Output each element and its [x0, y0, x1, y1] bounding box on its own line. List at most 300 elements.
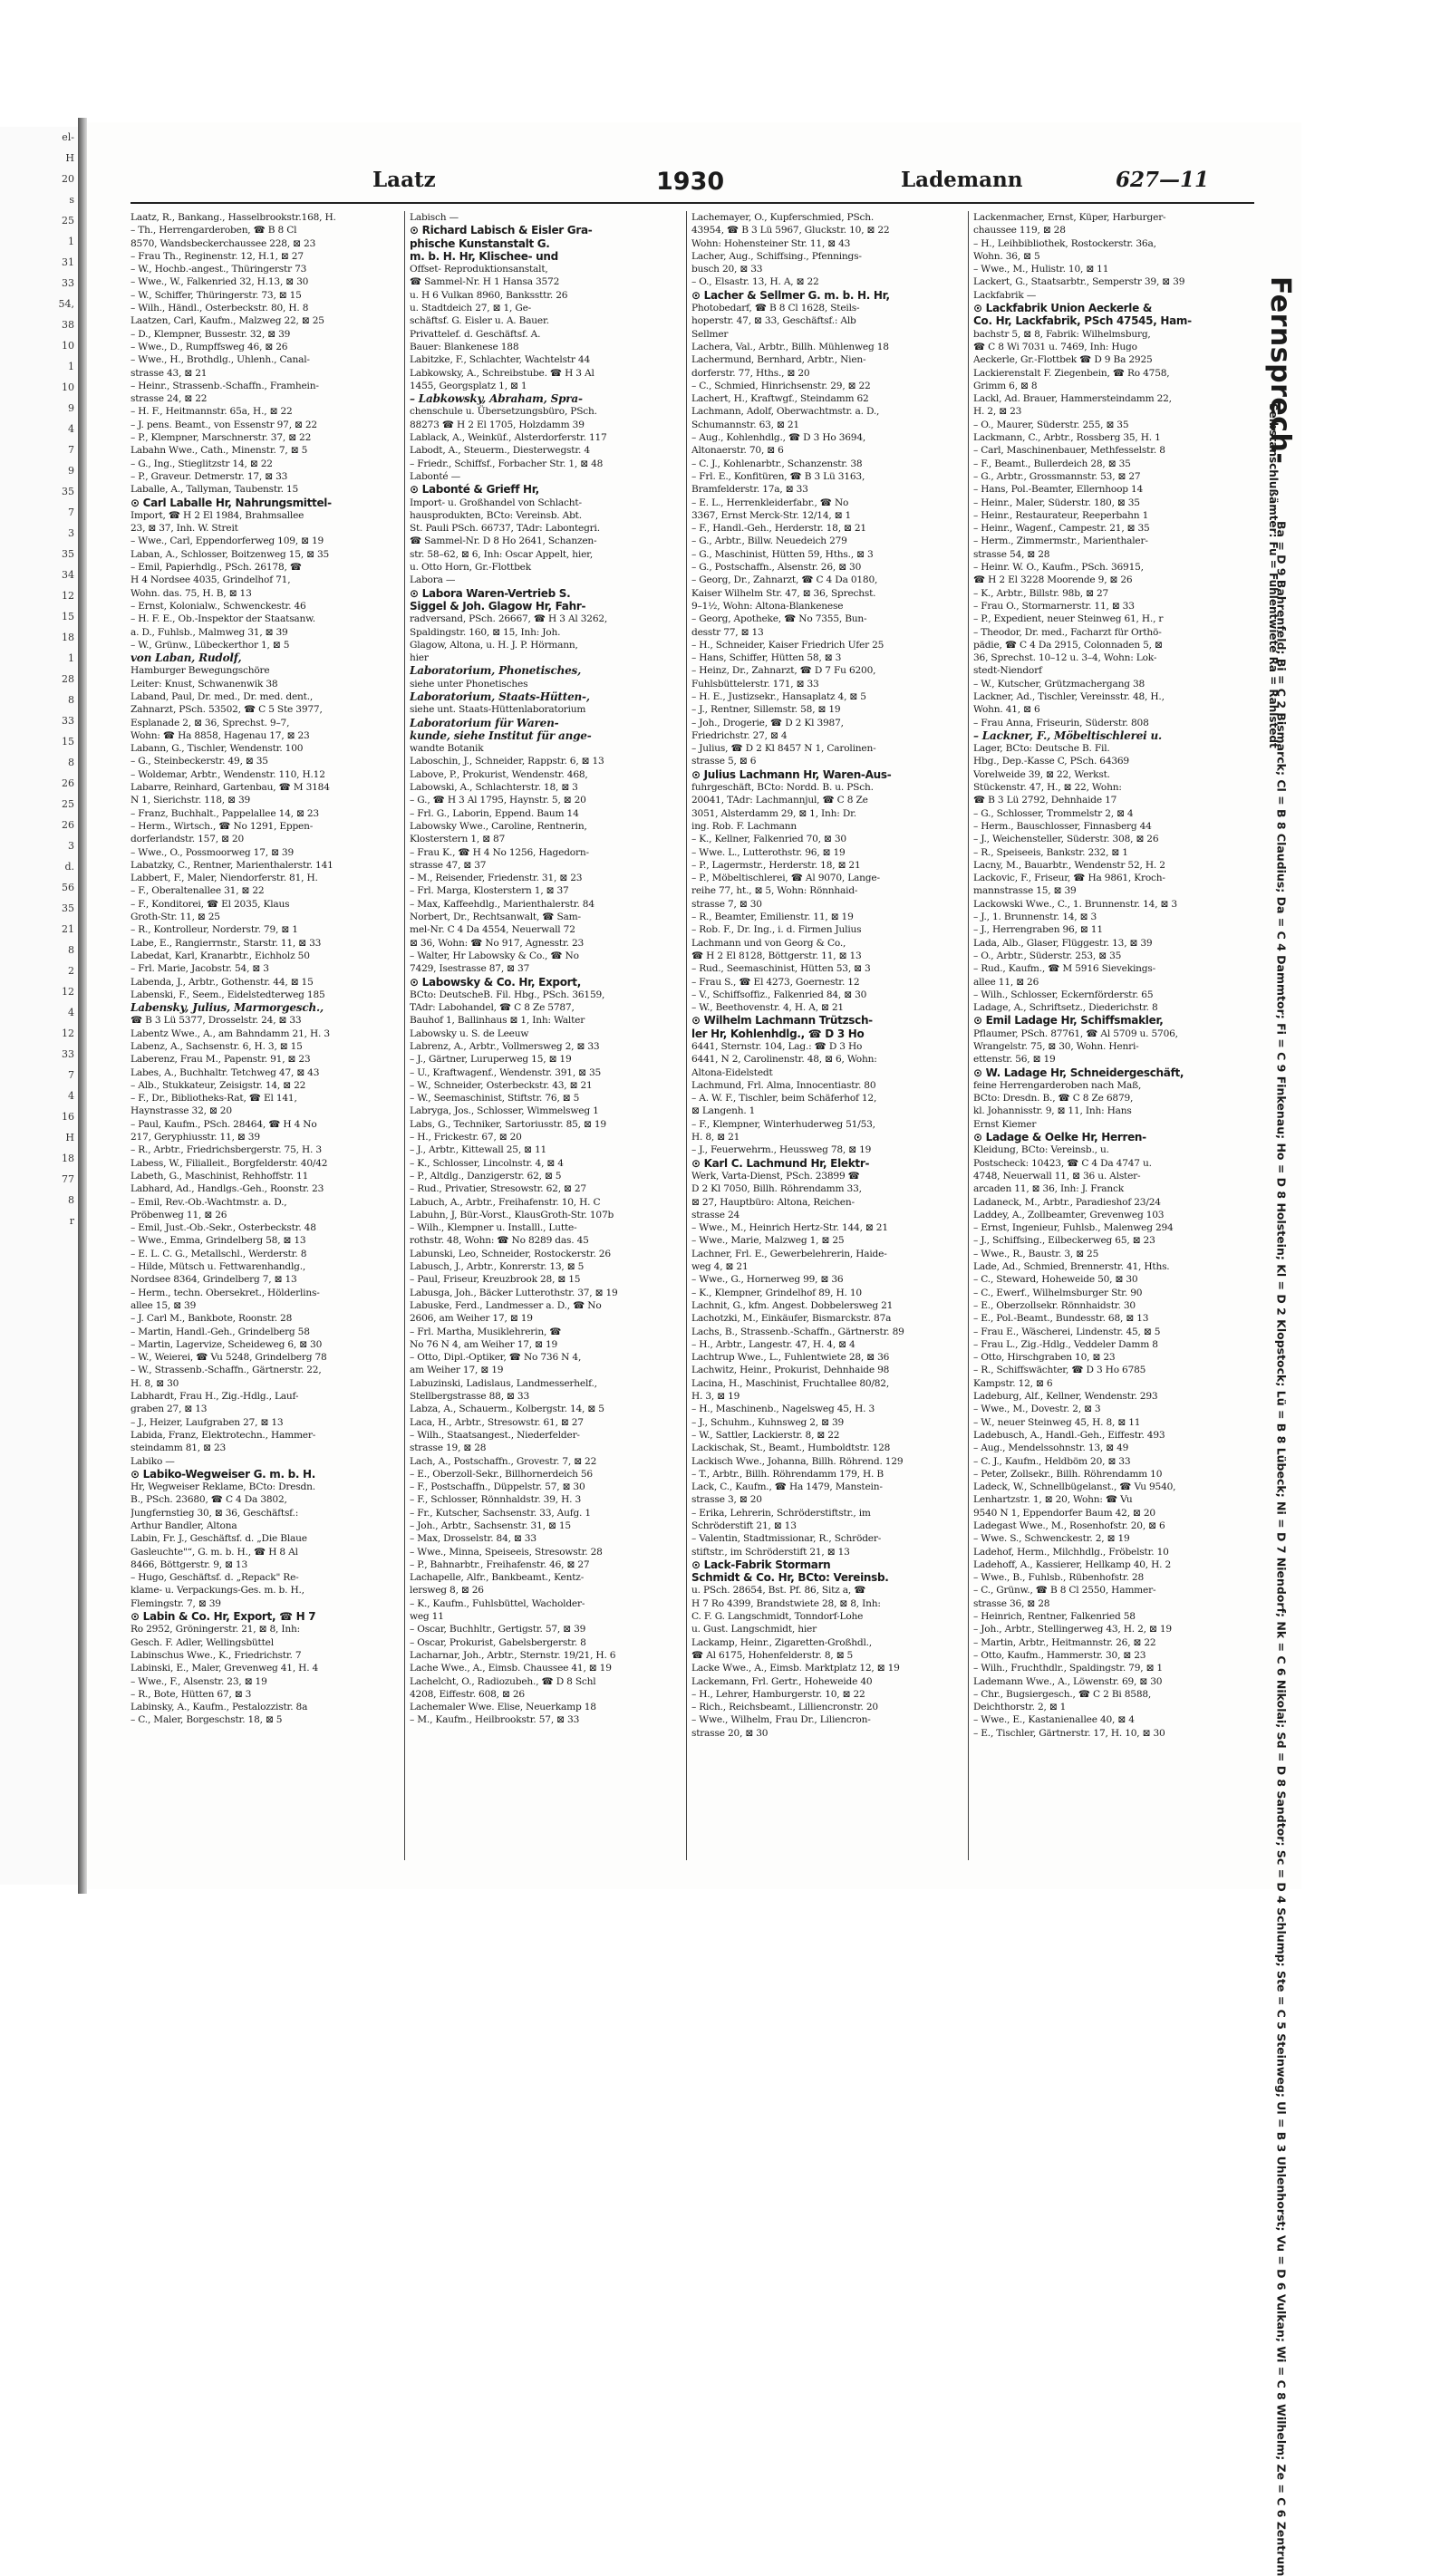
- directory-entry-line: bachstr 5, ⊠ 8, Fabrik: Wilhelmsburg,: [973, 328, 1151, 340]
- directory-entry-line: – Frau Anna, Friseurin, Süderstr. 808: [973, 717, 1149, 728]
- directory-entry-line: hier: [410, 652, 429, 664]
- directory-entry-line: – P., Graveur. Detmerstr. 17, ⊠ 33: [130, 470, 288, 482]
- directory-entry-line: BCto: DeutscheB. Fil. Hbg., PSch. 36159,: [410, 989, 605, 1000]
- directory-entry-line: von Laban, Rudolf,: [130, 651, 242, 665]
- previous-page-fragment: 4: [68, 1090, 74, 1102]
- directory-entry-line: ⊠ 27, Hauptbüro: Altona, Reichen-: [691, 1196, 855, 1208]
- directory-entry-line: Grimm 6, ⊠ 8: [973, 380, 1038, 391]
- directory-entry-line: – P., Altdlg., Danzigerstr. 62, ⊠ 5: [410, 1170, 562, 1182]
- directory-entry-line: – J., Rentner, Sillemstr. 58, ⊠ 19: [691, 704, 841, 716]
- directory-entry-line: Labisch —: [410, 212, 459, 223]
- directory-entry-line: 8570, Wandsbeckerchaussee 228, ⊠ 23: [130, 237, 316, 249]
- directory-entry-line: hausprodukten, BCto: Vereinsb. Abt.: [410, 509, 582, 521]
- directory-entry-line: dorferlandstr. 157, ⊠ 20: [130, 834, 244, 845]
- directory-entry-line: strasse 20, ⊠ 30: [691, 1727, 768, 1739]
- directory-entry-line: Nordsee 8364, Grindelberg 7, ⊠ 13: [130, 1274, 297, 1286]
- directory-entry-line: – Emil, Papierhdlg., PSch. 26178, ☎: [130, 562, 302, 574]
- directory-entry-line: – C., Maler, Borgeschstr. 18, ⊠ 5: [130, 1714, 283, 1726]
- directory-entry-line: – J., Schuhm., Kuhnsweg 2, ⊠ 39: [691, 1416, 845, 1428]
- directory-entry-line: 217, Geryphiusstr. 11, ⊠ 39: [130, 1132, 260, 1143]
- directory-entry-line: Wohn: ☎ Ha 8858, Hagenau 17, ⊠ 23: [130, 729, 310, 741]
- directory-entry-line: Ladehof, Herm., Milchhdlg., Fröbelstr. 10: [973, 1546, 1169, 1558]
- directory-entry-line: u. H 6 Vulkan 8960, Bankssttr. 26: [410, 289, 568, 301]
- directory-entry-line: – Wwe., D., Rumpffsweg 46, ⊠ 26: [130, 341, 288, 352]
- directory-entry-line: – Wwe., Wilhelm, Frau Dr., Liliencron-: [691, 1714, 871, 1726]
- column-divider: [404, 211, 405, 1860]
- directory-entry-line: m. b. H. Hr, Klischee- und: [410, 249, 558, 263]
- directory-entry-line: St. Pauli PSch. 66737, TAdr: Labontegri.: [410, 523, 600, 535]
- directory-entry-line: Labza, A., Schauerm., Kolbergstr. 14, ⊠ 5: [410, 1404, 604, 1415]
- directory-entry-line: fuhrgeschäft, BCto: Nordd. B. u. PSch.: [691, 782, 874, 794]
- directory-entry-line: Labowsky u. S. de Leeuw: [410, 1028, 529, 1039]
- directory-entry-line: Lachmann und von Georg & Co.,: [691, 937, 846, 949]
- directory-entry-line: – Valentin, Stadtmissionar, R., Schröder-: [691, 1533, 882, 1545]
- directory-entry-line: Labida, Franz, Elektrotechn., Hammer-: [130, 1429, 316, 1441]
- directory-entry-line: – J., 1. Brunnenstr. 14, ⊠ 3: [973, 912, 1097, 923]
- directory-entry-line: – W., Sattler, Lackierstr. 8, ⊠ 22: [691, 1429, 840, 1441]
- directory-entry-line: Ladehoff, A., Kassierer, Hellkamp 40, H. 2: [973, 1558, 1172, 1570]
- directory-entry-line: – Wilh., Händl., Osterbeckstr. 80, H. 8: [130, 303, 309, 314]
- directory-entry-line: – Hans, Schiffer, Hütten 58, ⊠ 3: [691, 652, 842, 664]
- directory-entry-line: – Wwe., R., Baustr. 3, ⊠ 25: [973, 1248, 1099, 1259]
- directory-entry-line: – J., Schiffsing., Eilbeckerweg 65, ⊠ 23: [973, 1235, 1155, 1247]
- directory-entry-line: H. 8, ⊠ 30: [130, 1377, 179, 1389]
- directory-entry-line: – H., Leihbibliothek, Rostockerstr. 36a,: [973, 237, 1156, 249]
- directory-entry-line: Labinschus Wwe., K., Friedrichstr. 7: [130, 1649, 302, 1661]
- directory-entry-line: – Martin, Handl.-Geh., Grindelberg 58: [130, 1326, 310, 1337]
- directory-entry-line: – Herm., Zimmermstr., Marienthaler-: [973, 535, 1148, 547]
- directory-entry-line: – Erika, Lehrerin, Schröderstiftstr., im: [691, 1507, 871, 1519]
- directory-entry-line: – Wwe., F., Alsenstr. 23, ⊠ 19: [130, 1675, 267, 1687]
- directory-entry-line: – W., Weierei, ☎ Vu 5248, Grindelberg 78: [130, 1352, 327, 1364]
- directory-entry-line: Labuske, Ferd., Landmesser a. D., ☎ No: [410, 1299, 602, 1311]
- directory-entry-line: – Paul, Kaufm., PSch. 28464, ☎ H 4 No: [130, 1118, 317, 1130]
- directory-entry-line: H. 2, ⊠ 23: [973, 406, 1022, 418]
- directory-entry-line: – Frl. G., Laborin, Eppend. Baum 14: [410, 807, 579, 819]
- directory-entry-line: Norbert, Dr., Rechtsanwalt, ☎ Sam-: [410, 912, 581, 923]
- directory-entry-line: allee 15, ⊠ 39: [130, 1299, 197, 1311]
- directory-entry-line: – Wilh., Staatsangest., Niederfelder-: [410, 1429, 580, 1441]
- directory-entry-line: Ladegast Wwe., M., Rosenhofstr. 20, ⊠ 6: [973, 1520, 1165, 1531]
- directory-entry-line: – C., Steward, Hoheweide 50, ⊠ 30: [973, 1274, 1138, 1286]
- directory-entry-line: ☎ C 8 Wi 7031 u. 7469, Inh: Hugo: [973, 341, 1137, 352]
- previous-page-fragment: 3: [68, 840, 74, 852]
- directory-entry-line: mannstrasse 15, ⊠ 39: [973, 885, 1077, 897]
- directory-entry-line: – H., Arbtr., Langestr. 47, H. 4, ⊠ 4: [691, 1338, 856, 1350]
- directory-entry-line: – Wilh., Fruchthdlr., Spaldingstr. 79, ⊠ 1: [973, 1663, 1163, 1674]
- directory-entry-line: Lacny, M., Bauarbtr., Wendenstr 52, H. 2: [973, 859, 1165, 871]
- directory-entry-line: 43954, ☎ B 3 Lü 5967, Gluckstr. 10, ⊠ 22: [691, 225, 890, 236]
- directory-entry-line: Lackamp, Heinr., Zigaretten-Großhdl.,: [691, 1636, 872, 1648]
- directory-entry-line: 23, ⊠ 37, Inh. W. Streit: [130, 523, 238, 535]
- header-left-keyword: Laatz: [372, 168, 436, 192]
- directory-entry-line: radversand, PSch. 26667, ☎ H 3 Al 3262,: [410, 613, 608, 625]
- directory-column-4: [973, 211, 1243, 1869]
- directory-entry-line: siehe unter Phonetisches: [410, 678, 528, 690]
- directory-entry-line: – O., Elsastr. 13, H. A, ⊠ 22: [691, 276, 819, 288]
- directory-entry-line: Lach, A., Postschaffn., Grovestr. 7, ⊠ 22: [410, 1455, 597, 1467]
- directory-entry-line: – Oscar, Prokurist, Gabelsbergerstr. 8: [410, 1636, 586, 1648]
- directory-entry-line: wandte Botanik: [410, 743, 484, 755]
- directory-entry-line: Vorelweide 39, ⊠ 22, Werkst.: [973, 768, 1110, 780]
- directory-entry-line: Labove, P., Prokurist, Wendenstr. 468,: [410, 768, 588, 780]
- directory-entry-line: ⊙ Ladage & Oelke Hr, Herren-: [973, 1131, 1146, 1144]
- directory-entry-line: dorferstr. 77, Hths., ⊠ 20: [691, 367, 810, 379]
- directory-entry-line: – Heinr. W. O., Kaufm., PSch. 36915,: [973, 562, 1144, 574]
- directory-entry-line: – Ernst, Ingenieur, Fuhlsb., Malenweg 294: [973, 1222, 1174, 1234]
- directory-entry-line: Laboratorium für Waren-: [410, 716, 559, 729]
- directory-entry-line: 1455, Georgsplatz 1, ⊠ 1: [410, 380, 527, 391]
- previous-page-fragment: 10: [62, 340, 74, 352]
- previous-page-fragment: 21: [62, 923, 74, 935]
- directory-entry-line: – Heinr., Restaurateur, Reeperbahn 1: [973, 509, 1149, 521]
- directory-entry-line: – Rob. F., Dr. Ing., i. d. Firmen Julius: [691, 924, 862, 936]
- previous-page-fragment: 4: [68, 423, 74, 435]
- directory-entry-line: – K., Schlosser, Lincolnstr. 4, ⊠ 4: [410, 1157, 564, 1169]
- directory-entry-line: Labenz, A., Sachsenstr. 6, H. 3, ⊠ 15: [130, 1041, 303, 1052]
- directory-entry-line: – Herm., Wirtsch., ☎ No 1291, Eppen-: [130, 820, 314, 832]
- previous-page-fragment: 1: [68, 361, 74, 372]
- directory-entry-line: Labodt, A., Steuerm., Diesterwegstr. 4: [410, 445, 590, 457]
- directory-entry-line: – W., Strassenb.-Schaffn., Gärtnerstr. 22,: [130, 1365, 322, 1376]
- directory-entry-line: Lachemaler Wwe. Elise, Neuerkamp 18: [410, 1702, 596, 1713]
- directory-entry-line: Arthur Bandler, Altona: [130, 1520, 237, 1531]
- directory-entry-line: 8466, Böttgerstr. 9, ⊠ 13: [130, 1558, 248, 1570]
- directory-entry-line: – W., Grünw., Lübeckerthor 1, ⊠ 5: [130, 639, 290, 651]
- directory-entry-line: ⊙ W. Ladage Hr, Schneidergeschäft,: [973, 1066, 1184, 1079]
- directory-entry-line: 4208, Eiffestr. 608, ⊠ 26: [410, 1688, 525, 1700]
- directory-entry-line: Labann, G., Tischler, Wendenstr. 100: [130, 743, 304, 755]
- previous-page-fragment: 15: [62, 736, 74, 748]
- directory-entry-line: ☎ Al 6175, Hohenfelderstr. 8, ⊠ 5: [691, 1649, 854, 1661]
- directory-entry-line: – J., Herrengraben 96, ⊠ 11: [973, 924, 1103, 936]
- directory-entry-line: – J., Weichensteller, Süderstr. 308, ⊠ 26: [973, 834, 1159, 845]
- previous-page-fragment: 8: [68, 694, 74, 706]
- directory-entry-line: – Paul, Friseur, Kreuzbrook 28, ⊠ 15: [410, 1274, 581, 1286]
- directory-entry-line: Labs, G., Techniker, Sartoriusstr. 85, ⊠ 19: [410, 1118, 606, 1130]
- directory-entry-line: Lachotzki, M., Einkäufer, Bismarckstr. 87a: [691, 1313, 892, 1325]
- directory-entry-line: Deichthorstr. 2, ⊠ 1: [973, 1702, 1067, 1713]
- directory-entry-line: – Frl. E., Konfitüren, ☎ B 3 Lü 3163,: [691, 470, 865, 482]
- directory-entry-line: ⊙ Carl Laballe Hr, Nahrungsmittel-: [130, 496, 332, 509]
- directory-entry-line: Offset- Reproduktionsanstalt,: [410, 264, 548, 275]
- directory-entry-line: Hamburger Bewegungschöre: [130, 665, 270, 677]
- directory-entry-line: Labinski, E., Maler, Grevenweg 41, H. 4: [130, 1663, 319, 1674]
- directory-entry-line: – Georg, Dr., Zahnarzt, ☎ C 4 Da 0180,: [691, 574, 878, 586]
- directory-entry-line: Lackl, Ad. Brauer, Hammersteindamm 22,: [973, 393, 1172, 405]
- directory-entry-line: desstr 77, ⊠ 13: [691, 626, 764, 638]
- directory-entry-line: – W., neuer Steinweg 45, H. 8, ⊠ 11: [973, 1416, 1141, 1428]
- previous-page-fragment: 16: [62, 1111, 74, 1123]
- directory-entry-line: Haynstrasse 32, ⊠ 20: [130, 1105, 232, 1117]
- directory-entry-line: Labitzke, F., Schlachter, Wachtelstr 44: [410, 354, 590, 366]
- previous-page-fragment: 9: [68, 465, 74, 477]
- directory-entry-line: – U., Kraftwagenf., Wendenstr. 391, ⊠ 35: [410, 1066, 602, 1078]
- directory-entry-line: Aeckerle, Gr.-Flottbek ☎ D 9 Ba 2925: [973, 354, 1153, 366]
- directory-entry-line: – Walter, Hr Labowsky & Co., ☎ No: [410, 950, 579, 961]
- directory-entry-line: – Aug., Mendelssohnstr. 13, ⊠ 49: [973, 1442, 1129, 1454]
- directory-entry-line: 20041, TAdr: Lachmannjul, ☎ C 8 Ze: [691, 795, 868, 806]
- directory-entry-line: – Otto, Dipl.-Optiker, ☎ No 736 N 4,: [410, 1352, 582, 1364]
- directory-entry-line: – F., Konditorei, ☎ El 2035, Klaus: [130, 898, 290, 910]
- directory-entry-line: Labes, A., Buchhaltr. Tetchweg 47, ⊠ 43: [130, 1066, 320, 1078]
- directory-entry-line: feine Herrengarderoben nach Maß,: [973, 1079, 1142, 1091]
- directory-entry-line: ⊙ Labin & Co. Hr, Export, ☎ H 7: [130, 1610, 316, 1624]
- directory-entry-line: Groth-Str. 11, ⊠ 25: [130, 912, 220, 923]
- directory-entry-line: – W., Hochb.-angest., Thüringerstr 73: [130, 264, 307, 275]
- directory-entry-line: – G., Maschinist, Hütten 59, Hths., ⊠ 3: [691, 548, 874, 560]
- directory-entry-line: 9–1½, Wohn: Altona-Blankenese: [691, 600, 844, 612]
- directory-entry-line: H. 8, ⊠ 21: [691, 1132, 740, 1143]
- directory-entry-line: – P., Klempner, Marschnerstr. 37, ⊠ 22: [130, 432, 312, 444]
- directory-entry-line: strasse 5, ⊠ 6: [691, 756, 757, 767]
- directory-entry-line: Lachnit, G., kfm. Angest. Dobbelersweg 21: [691, 1299, 894, 1311]
- directory-entry-line: 6441, Sternstr. 104, Lag.: ☎ D 3 Ho: [691, 1041, 863, 1052]
- directory-entry-line: Fuhlsbüttelerstr. 171, ⊠ 33: [691, 678, 819, 690]
- directory-entry-line: – D., Klempner, Bussestr. 32, ⊠ 39: [130, 328, 291, 340]
- directory-entry-line: weg 11: [410, 1611, 444, 1623]
- directory-entry-line: – A. W. F., Tischler, beim Schäferhof 12,: [691, 1093, 877, 1105]
- directory-entry-line: – Heinr., Maler, Süderstr. 180, ⊠ 35: [973, 497, 1140, 508]
- directory-entry-line: 2606, am Weiher 17, ⊠ 19: [410, 1313, 533, 1325]
- directory-entry-line: – R., Arbtr., Friedrichsbergerstr. 75, H. 3: [130, 1144, 322, 1156]
- directory-entry-line: – F., Schlosser, Rönnhaldstr. 39, H. 3: [410, 1494, 581, 1506]
- directory-entry-line: – P., Expedient, neuer Steinweg 61, H., r: [973, 613, 1164, 625]
- directory-entry-line: Laband, Paul, Dr. med., Dr. med. dent.,: [130, 690, 314, 702]
- directory-entry-line: Lachmund, Frl. Alma, Innocentiastr. 80: [691, 1079, 876, 1091]
- directory-entry-line: – Alb., Stukkateur, Zeisigstr. 14, ⊠ 22: [130, 1079, 306, 1091]
- directory-entry-line: – R., Beamter, Emilienstr. 11, ⊠ 19: [691, 912, 854, 923]
- directory-entry-line: – Heinz, Dr., Zahnarzt, ☎ D 7 Fu 6200,: [691, 665, 876, 677]
- directory-entry-line: – Wwe., M., Hulistr. 10, ⊠ 11: [973, 264, 1109, 275]
- directory-entry-line: – O., Arbtr., Süderstr. 253, ⊠ 35: [973, 950, 1122, 961]
- directory-entry-line: Labe, E., Rangierrnstr., Starstr. 11, ⊠ 33: [130, 937, 322, 949]
- directory-entry-line: – J. pens. Beamt., von Essenstr 97, ⊠ 22: [130, 419, 317, 430]
- directory-entry-line: – Frl. Martha, Musiklehrerin, ☎: [410, 1326, 562, 1337]
- directory-entry-line: u. Otto Horn, Gr.-Flottbek: [410, 562, 531, 574]
- directory-entry-line: Wohn: Hohensteiner Str. 11, ⊠ 43: [691, 237, 851, 249]
- directory-entry-line: – Wwe., E., Kastanienallee 40, ⊠ 4: [973, 1714, 1135, 1726]
- directory-entry-line: – C. J., Kohlenarbtr., Schanzenstr. 38: [691, 458, 863, 469]
- directory-entry-line: – C., Schmied, Hinrichsenstr. 29, ⊠ 22: [691, 380, 871, 391]
- previous-page-fragment: 3: [68, 527, 74, 539]
- directory-entry-line: – W., Schneider, Osterbeckstr. 43, ⊠ 21: [410, 1079, 593, 1091]
- directory-entry-line: Bauhof 1, Ballinhaus ⊠ 1, Inh: Walter: [410, 1015, 585, 1027]
- previous-page-fragment: 35: [62, 902, 74, 914]
- directory-entry-line: – Otto, Kaufm., Hammerstr. 30, ⊠ 23: [973, 1649, 1146, 1661]
- directory-entry-line: ⊙ Wilhelm Lachmann Trützsch-: [691, 1014, 873, 1028]
- directory-entry-line: Lachera, Val., Arbtr., Billh. Mühlenweg 18: [691, 341, 889, 352]
- previous-page-fragment: r: [69, 1215, 74, 1227]
- header-right-keyword: Lademann: [901, 168, 1023, 192]
- directory-entry-line: Labbert, F., Maler, Niendorferstr. 81, H.: [130, 873, 318, 884]
- directory-entry-line: – Heinrich, Rentner, Falkenried 58: [973, 1611, 1136, 1623]
- directory-entry-line: – R., Kontrolleur, Norderstr. 79, ⊠ 1: [130, 924, 298, 936]
- directory-entry-line: strasse 43, ⊠ 21: [130, 367, 208, 379]
- directory-entry-line: Lachs, B., Strassenb.-Schaffn., Gärtnerstr. 89: [691, 1326, 904, 1337]
- directory-entry-line: Lachner, Frl. E., Gewerbelehrerin, Haide-: [691, 1248, 887, 1259]
- directory-entry-line: – Frau S., ☎ El 4273, Goernestr. 12: [691, 976, 860, 988]
- directory-entry-line: Gasleuchte"“, G. m. b. H., ☎ H 8 Al: [130, 1546, 298, 1558]
- directory-entry-line: H. 3, ⊠ 19: [691, 1391, 740, 1403]
- directory-entry-line: Labatzky, C., Rentner, Marienthalerstr. 141: [130, 859, 334, 871]
- directory-entry-line: Labinsky, A., Kaufm., Pestalozzistr. 8a: [130, 1702, 308, 1713]
- directory-entry-line: – K., Kaufm., Fuhlsbüttel, Wacholder-: [410, 1597, 585, 1609]
- directory-entry-line: Co. Hr, Lackfabrik, PSch 47545, Ham-: [973, 314, 1192, 328]
- directory-entry-line: – E. L. C. G., Metallschl., Werderstr. 8: [130, 1248, 307, 1259]
- directory-entry-line: Altona-Eidelstedt: [691, 1066, 773, 1078]
- directory-entry-line: strasse 3, ⊠ 20: [691, 1494, 762, 1506]
- directory-entry-line: lersweg 8, ⊠ 26: [410, 1585, 484, 1597]
- directory-entry-line: Kaiser Wilhelm Str. 47, ⊠ 36, Sprechst.: [691, 587, 876, 599]
- previous-page-fragment: 7: [68, 1069, 74, 1081]
- directory-entry-line: Lache Wwe., A., Eimsb. Chaussee 41, ⊠ 19: [410, 1663, 612, 1674]
- directory-entry-line: 3367, Ernst Merck-Str. 12/14, ⊠ 1: [691, 509, 852, 521]
- directory-entry-line: Lacharnar, Joh., Arbtr., Sternstr. 19/21, H. 6: [410, 1649, 616, 1661]
- directory-entry-line: – P., Bahnarbtr., Freihafenstr. 46, ⊠ 27: [410, 1558, 590, 1570]
- directory-entry-line: – Rud., Privatier, Stresowstr. 62, ⊠ 27: [410, 1183, 586, 1195]
- directory-entry-line: – Frau L., Zig.-Hdlg., Veddeler Damm 8: [973, 1338, 1158, 1350]
- directory-entry-line: Labentz Wwe., A., am Bahndamm 21, H. 3: [130, 1028, 330, 1039]
- directory-entry-line: Lachermund, Bernhard, Arbtr., Nien-: [691, 354, 866, 366]
- legend-exchange-list: Ba = D 9 Bahrenfeld; Bi = C 2 Bismarck; Cl = B 8 Claudius; Da = C 4 Dammtor; Fi = C 9 Finkenau; Ho = D 8 Holstein; Kl = D 2 Klopstock; Lü = B 8 Lübeck; Ni = D 7 Niendorf; Nk = C 6 Nikolai; Sd = D 8 Sandtor; Sc = D 4 Schlump; Ste = C 5 Steinweg; Ul = B 3 Uhlenhorst; Vu = D 6 Vulkan; Wi = C 8 Wilhelm; Ze = C 6 Zentrum: [1274, 521, 1289, 2576]
- header-page-number: 627—11: [1116, 168, 1210, 192]
- directory-entry-line: Esplanade 2, ⊠ 36, Sprechst. 9–7,: [130, 717, 290, 728]
- previous-page-fragment: 34: [62, 569, 74, 581]
- directory-entry-line: Zahnarzt, PSch. 53502, ☎ C 5 Ste 3977,: [130, 704, 323, 716]
- directory-entry-line: – F., Handl.-Geh., Herderstr. 18, ⊠ 21: [691, 523, 866, 535]
- directory-entry-line: – Wwe., W., Falkenried 32, H.13, ⊠ 30: [130, 276, 309, 288]
- directory-entry-line: Ro 2952, Gröningerstr. 21, ⊠ 8, Inh:: [130, 1624, 300, 1635]
- directory-entry-line: Labenda, J., Arbtr., Gothenstr. 44, ⊠ 15: [130, 976, 314, 988]
- directory-entry-line: H 4 Nordsee 4035, Grindelhof 71,: [130, 574, 291, 586]
- directory-entry-line: – Wwe., Carl, Eppendorferweg 109, ⊠ 19: [130, 535, 324, 547]
- directory-entry-line: Bauer: Blankenese 188: [410, 341, 519, 352]
- directory-entry-line: Lacina, H., Maschinist, Fruchtallee 80/82,: [691, 1377, 890, 1389]
- previous-page-fragment: 9: [68, 402, 74, 414]
- directory-entry-line: – Th., Herrengarderoben, ☎ B 8 Cl: [130, 225, 297, 236]
- directory-entry-line: – G., Arbtr., Billw. Neuedeich 279: [691, 535, 847, 547]
- previous-page-fragment: 18: [62, 1153, 74, 1164]
- directory-entry-line: – F., Oberaltenallee 31, ⊠ 22: [130, 885, 265, 897]
- directory-entry-line: – W., Kutscher, Grützmachergang 38: [973, 678, 1146, 690]
- directory-entry-line: – Frau E., Wäscherei, Lindenstr. 45, ⊠ 5: [973, 1326, 1161, 1337]
- directory-entry-line: – Rud., Kaufm., ☎ M 5916 Sievekings-: [973, 963, 1155, 975]
- directory-entry-line: 36, Sprechst. 10–12 u. 3–4, Wohn: Lok-: [973, 652, 1157, 664]
- directory-entry-line: Ernst Kiemer: [973, 1118, 1037, 1130]
- directory-entry-line: Schröderstift 21, ⊠ 13: [691, 1520, 797, 1531]
- directory-entry-line: ⊙ Julius Lachmann Hr, Waren-Aus-: [691, 767, 892, 781]
- directory-entry-line: ⊙ Labowsky & Co. Hr, Export,: [410, 975, 581, 989]
- directory-entry-line: reihe 77, ht., ⊠ 5, Wohn: Rönnhaid-: [691, 885, 858, 897]
- header-rule: [130, 202, 1254, 204]
- directory-entry-line: – Otto, Hirschgraben 10, ⊠ 23: [973, 1352, 1116, 1364]
- directory-entry-line: No 76 N 4, am Weiher 17, ⊠ 19: [410, 1338, 558, 1350]
- directory-entry-line: Labora —: [410, 574, 456, 586]
- directory-entry-line: Ladeburg, Alf., Kellner, Wendenstr. 293: [973, 1391, 1158, 1403]
- directory-entry-line: – Oscar, Buchhltr., Gertigstr. 57, ⊠ 39: [410, 1624, 586, 1635]
- directory-entry-line: – Wwe., Emma, Grindelberg 58, ⊠ 13: [130, 1235, 306, 1247]
- directory-entry-line: Lackert, G., Staatsarbtr., Semperstr 39, ⊠ 39: [973, 276, 1185, 288]
- directory-entry-line: – T., Arbtr., Billh. Röhrendamm 179, H. B: [691, 1468, 884, 1480]
- directory-entry-line: pädie, ☎ C 4 Da 2915, Colonnaden 5, ⊠: [973, 639, 1163, 651]
- directory-entry-line: Hbg., Dep.-Kasse C, PSch. 64369: [973, 756, 1129, 767]
- directory-entry-line: Import, ☎ H 2 El 1984, Brahmsallee: [130, 509, 304, 521]
- directory-entry-line: Labrenz, A., Arbtr., Vollmersweg 2, ⊠ 33: [410, 1041, 600, 1052]
- directory-entry-line: C. F. G. Langschmidt, Tonndorf-Lohe: [691, 1611, 864, 1623]
- directory-entry-line: Bramfelderstr. 17a, ⊠ 33: [691, 484, 808, 496]
- directory-entry-line: – R., Bote, Hütten 67, ⊠ 3: [130, 1688, 252, 1700]
- directory-entry-line: – H., Lehrer, Hamburgerstr. 10, ⊠ 22: [691, 1688, 865, 1700]
- directory-entry-line: – Wwe. S., Schwenckestr. 2, ⊠ 19: [973, 1533, 1130, 1545]
- directory-entry-line: – Martin, Arbtr., Heitmannstr. 26, ⊠ 22: [973, 1636, 1156, 1648]
- directory-entry-line: u. PSch. 28654, Bst. Pf. 86, Sitz a, ☎: [691, 1585, 866, 1597]
- directory-entry-line: – Georg, Apotheke, ☎ No 7355, Bun-: [691, 613, 867, 625]
- directory-entry-line: mel-Nr. C 4 Da 4554, Neuerwall 72: [410, 924, 575, 936]
- directory-entry-line: ing. Rob. F. Lachmann: [691, 820, 797, 832]
- directory-entry-line: Stellbergstrasse 88, ⊠ 33: [410, 1391, 529, 1403]
- directory-entry-line: Labin, Fr. J., Geschäftsf. d. „Die Blaue: [130, 1533, 307, 1545]
- directory-entry-line: Lackmann, C., Arbtr., Rossberg 35, H. 1: [973, 432, 1161, 444]
- directory-entry-line: Hr, Wegweiser Reklame, BCto: Dresdn.: [130, 1481, 315, 1493]
- previous-page-fragment: 33: [62, 715, 74, 727]
- directory-entry-line: – H. F. E., Ob.-Inspektor der Staatsanw.: [130, 613, 315, 625]
- directory-entry-line: – M., Reisender, Friedenstr. 31, ⊠ 23: [410, 873, 583, 884]
- directory-entry-line: – Wwe., M., Heinrich Hertz-Str. 144, ⊠ 21: [691, 1222, 888, 1234]
- previous-page-fragment: 12: [62, 590, 74, 602]
- directory-entry-line: Friedrichstr. 27, ⊠ 4: [691, 729, 788, 741]
- directory-entry-line: Labonté —: [410, 470, 461, 482]
- directory-entry-line: Kampstr. 12, ⊠ 6: [973, 1377, 1053, 1389]
- directory-entry-line: Lachwitz, Heinr., Prokurist, Dehnhaide 98: [691, 1365, 890, 1376]
- directory-entry-line: – Wwe., O., Possmoorweg 17, ⊠ 39: [130, 846, 294, 858]
- previous-page-fragment: 15: [62, 611, 74, 622]
- directory-entry-line: Laddey, A., Zollbeamter, Grevenweg 103: [973, 1209, 1165, 1220]
- directory-entry-line: stiftstr., im Schröderstift 21, ⊠ 13: [691, 1546, 850, 1558]
- directory-entry-line: Lenhartzstr. 1, ⊠ 20, Wohn: ☎ Vu: [973, 1494, 1133, 1506]
- directory-entry-line: Pröbenweg 11, ⊠ 26: [130, 1209, 227, 1220]
- directory-entry-line: allee 11, ⊠ 26: [973, 976, 1039, 988]
- directory-entry-line: – P., Lagermstr., Herderstr. 18, ⊠ 21: [691, 859, 861, 871]
- directory-entry-line: Photobedarf, ☎ B 8 Cl 1628, Steils-: [691, 303, 860, 314]
- directory-entry-line: str. 58–62, ⊠ 6, Inh: Oscar Appelt, hier,: [410, 548, 594, 560]
- directory-entry-line: – Fr., Kutscher, Sachsenstr. 33, Aufg. 1: [410, 1507, 591, 1519]
- directory-entry-line: – G., Ing., Stieglitzstr 14, ⊠ 22: [130, 458, 273, 469]
- directory-entry-line: Labusga, Joh., Bäcker Lutterothstr. 37, ⊠ 19: [410, 1287, 618, 1298]
- directory-entry-line: Wohn. 36, ⊠ 5: [973, 250, 1040, 262]
- directory-entry-line: – J., Heizer, Laufgraben 27, ⊠ 13: [130, 1416, 284, 1428]
- previous-page-fragment: H: [65, 152, 74, 164]
- directory-entry-line: – Joh., Drogerie, ☎ D 2 Kl 3987,: [691, 717, 844, 728]
- directory-entry-line: – Max, Kaffeehdlg., Marienthalerstr. 84: [410, 898, 594, 910]
- directory-entry-line: graben 27, ⊠ 13: [130, 1404, 208, 1415]
- directory-entry-line: – Heinr., Strassenb.-Schaffn., Framhein-: [130, 380, 319, 391]
- directory-entry-line: Labowski, A., Schlachterstr. 18, ⊠ 3: [410, 782, 578, 794]
- directory-entry-line: Lademann Wwe., A., Löwenstr. 69, ⊠ 30: [973, 1675, 1163, 1687]
- directory-entry-line: strasse 7, ⊠ 30: [691, 898, 762, 910]
- directory-entry-line: ☎ H 2 El 3228 Moorende 9, ⊠ 26: [973, 574, 1133, 586]
- directory-entry-line: steindamm 81, ⊠ 23: [130, 1442, 227, 1454]
- column-divider: [686, 211, 687, 1860]
- directory-entry-line: – W., Beethovenstr. 4, H. A, ⊠ 21: [691, 1002, 844, 1014]
- directory-entry-line: Werk, Varta-Dienst, PSch. 23899 ☎: [691, 1170, 860, 1182]
- directory-entry-line: Labeth, G., Maschinist, Rehhoffstr. 11: [130, 1170, 309, 1182]
- directory-entry-line: – M., Kaufm., Heilbrookstr. 57, ⊠ 33: [410, 1714, 580, 1726]
- directory-entry-line: Lack, C., Kaufm., ☎ Ha 1479, Manstein-: [691, 1481, 883, 1493]
- directory-entry-line: ⊙ Labiko-Wegweiser G. m. b. H.: [130, 1467, 316, 1481]
- directory-entry-line: – H., Schneider, Kaiser Friedrich Ufer 25: [691, 639, 884, 651]
- previous-page-fragment: 18: [62, 632, 74, 643]
